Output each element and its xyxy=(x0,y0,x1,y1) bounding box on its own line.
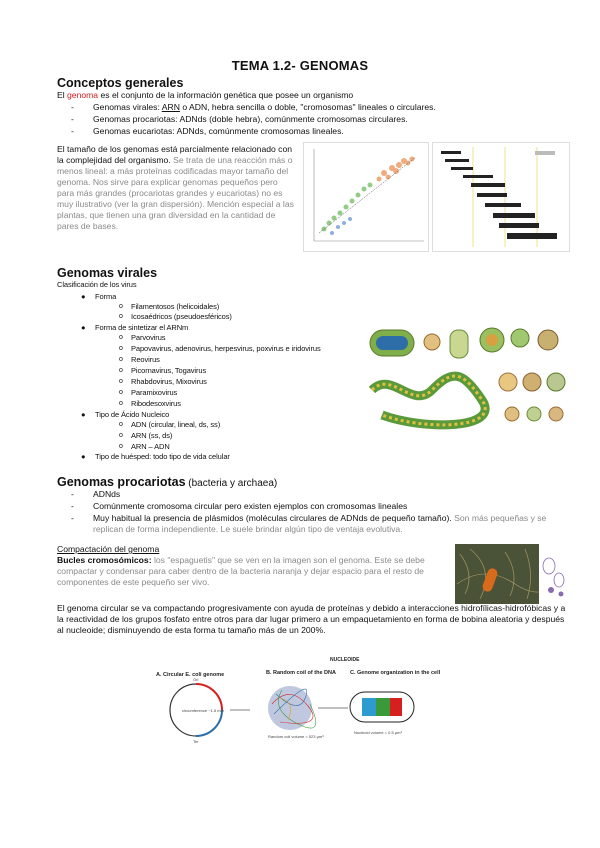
genoma-definition xyxy=(57,90,557,101)
sintetizar-item: ● Forma de sintetizar el ARNm xyxy=(81,323,189,332)
bucles-label: Bucles cromosómicos: xyxy=(57,555,152,565)
genome-size-paragraph xyxy=(57,144,295,232)
forma-sub-item: o Filamentosos (helicoidales) xyxy=(119,302,220,311)
acido-sub-item: o ADN (circular, lineal, ds, ss) xyxy=(119,420,221,429)
nucleoid-figure xyxy=(150,654,448,744)
section-heading-procariotas: Genomas procariotas (bacteria y archaea) xyxy=(57,475,278,489)
acido-item: ● Tipo de Ácido Nucleico xyxy=(81,410,170,419)
acido-sub-item: o ARN – ADN xyxy=(119,442,170,451)
sint-sub-item: o Paramixovirus xyxy=(119,388,178,397)
figure-label-a: A. Circular E. coli genome xyxy=(156,672,225,678)
figure-label-c: C. Genome organization in the cell xyxy=(350,670,441,676)
sint-sub-item: o Reovirus xyxy=(119,355,160,364)
sint-sub-item: o Ribodesoxvirus xyxy=(119,399,181,408)
clasificacion-label: Clasificación de los virus xyxy=(57,280,137,289)
forma-item: ● Forma xyxy=(81,292,117,301)
ter-label: Ter xyxy=(193,739,199,744)
sint-sub-item: o Parvovirus xyxy=(119,333,166,342)
list-item: - Genomas eucariotas: ADNds, comúnmente cromosomas lineales. xyxy=(71,126,344,136)
sint-sub-item: o Picornavirus, Togavirus xyxy=(119,366,207,375)
bucles-paragraph xyxy=(57,555,445,588)
nucleoid-volume: Nucleoid volume = 0.5 μm³ xyxy=(354,730,402,735)
virus-shapes-illustration xyxy=(362,320,570,442)
page-title: TEMA 1.2- GENOMAS xyxy=(231,58,369,73)
genome-types-list xyxy=(71,102,563,137)
sint-sub-item: o Papovavirus, adenovirus, herpesvirus, poxvirus e iridovirus xyxy=(119,344,321,353)
def-post: es el conjunto de la información genética que posee un organismo xyxy=(98,90,354,100)
random-coil-volume: Random coil volume = 523 μm³ xyxy=(268,734,324,739)
forma-sub-item: o Icosaédricos (pseudoesféricos) xyxy=(119,312,232,321)
section-heading-virales: Genomas virales xyxy=(57,266,158,280)
size-gray-text: Se trata de una reacción más o menos lineal: a más proteínas codificadas mayor tamaño del genoma. Nos sirve para explicar genomas pequeños pero para más grandes (procariotas grandes y eucariotas) no es muy ilustrativo (ver la gran dispersión). Mención especial a las plantas, que tienen una gran diversidad en la cantidad de pares de bases. xyxy=(57,155,294,231)
section-heading-conceptos: Conceptos generales xyxy=(57,76,184,90)
genome-size-range-chart-image xyxy=(432,142,570,252)
genoma-term: genoma xyxy=(67,90,99,100)
list-item: - Muy habitual la presencia de plásmidos (moléculas circulares de ADNds de pequeño tamaño). Son más pequeñas y se replican de forma independiente. Le suele brindar algún tipo de ventaja evolutiva. xyxy=(71,513,547,534)
genome-size-scatter-image xyxy=(303,142,429,252)
circular-genome-paragraph: El genoma circular se va compactando progresivamente con ayuda de proteínas y debido a interacciones hidrofílicas-hidrofóbicas y a la reactividad de los grupos fosfato entre otros para dar lugar primero a un empaquetamiento en forma de bobina aleatoria y después al nucleoide; disminuyendo de esta forma tu tamaño más de un 200%. xyxy=(57,603,566,635)
def-pre: El xyxy=(57,90,68,100)
bucles-gray-text: los "espaguetis" que se ven en la imagen son el genoma. Este se debe compactar y condensar para caber dentro de la bacteria naranja y dejar espacio para el resto de componentes de este pequeño ser vivo. xyxy=(57,555,425,587)
figure-label-b: B. Random coil of the DNA xyxy=(266,670,336,676)
list-item: - Comúnmente cromosoma circular pero existen ejemplos con cromosomas lineales xyxy=(71,501,408,511)
ori-label: Ori xyxy=(193,677,199,682)
acido-sub-item: o ARN (ss, ds) xyxy=(119,431,173,440)
list-item: - ADNds xyxy=(71,489,121,499)
huesped-item: ● Tipo de huésped: todo tipo de vida celular xyxy=(81,452,230,461)
procariotas-list xyxy=(71,489,568,535)
size-dark-text: El tamaño de los genomas está parcialmente relacionado con la complejidad del organismo. xyxy=(57,144,293,165)
sint-sub-item: o Rhabdovirus, Mixovirus xyxy=(119,377,207,386)
compactacion-heading: Compactación del genoma xyxy=(57,544,160,554)
circumference-label: circumference ~1.5 mm xyxy=(182,708,224,713)
bacteria-loops-image xyxy=(455,544,568,604)
list-item: - Genomas procariotas: ADNds (doble hebra), comúnmente cromosomas circulares. xyxy=(71,114,408,124)
list-item: - Genomas virales: ARN o ADN, hebra sencilla o doble, "cromosomas" lineales o circulares. xyxy=(71,102,436,112)
figure-top-label: NUCLEOIDE xyxy=(330,657,360,663)
